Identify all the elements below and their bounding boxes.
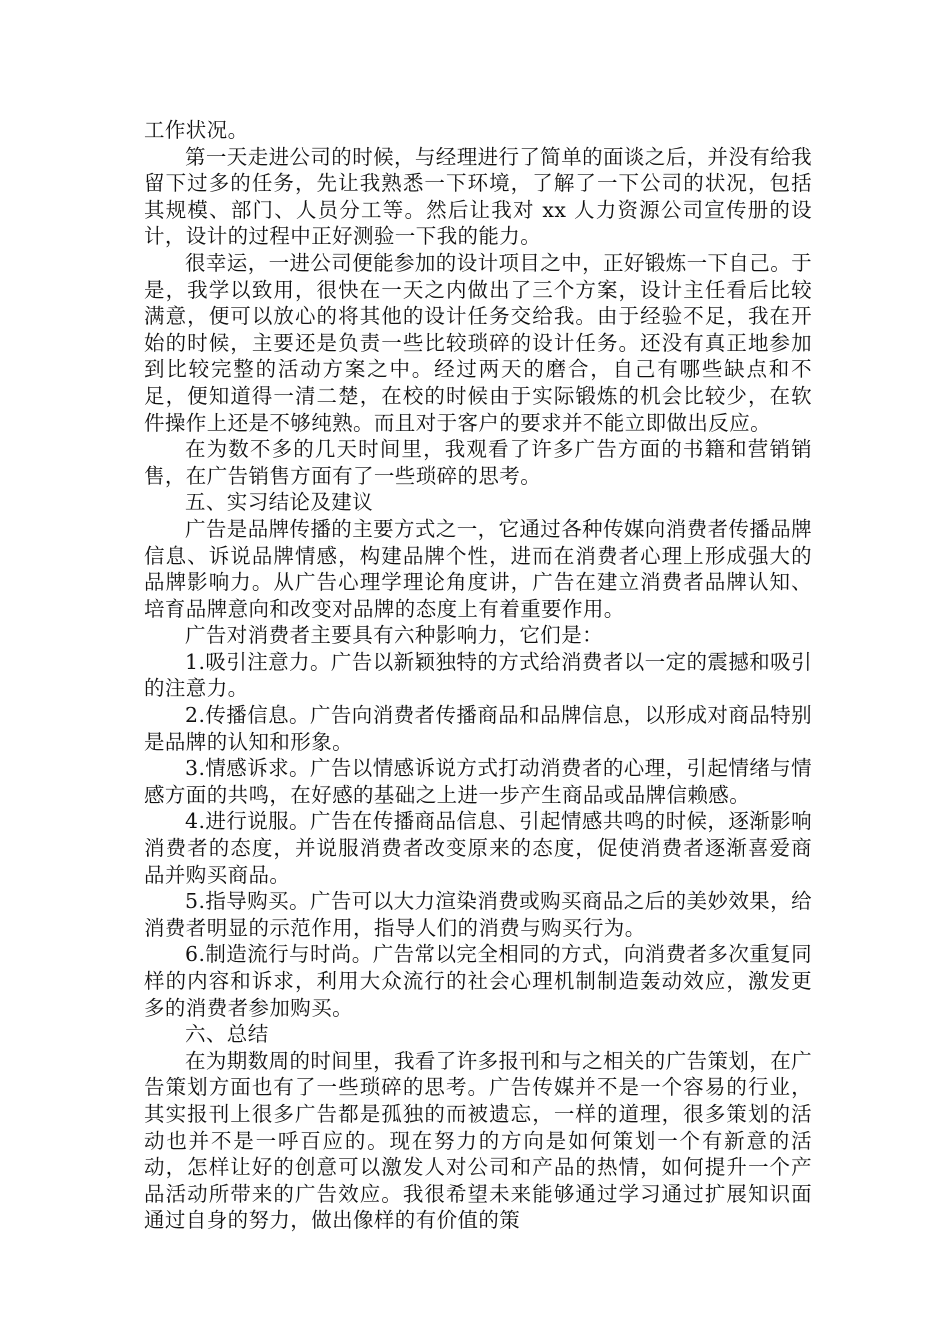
- paragraph-reading: 在为数不多的几天时间里，我观看了许多广告方面的书籍和营销销售，在广告销售方面有了一些琐碎的思考。: [144, 437, 812, 488]
- list-item-emotion: 3.情感诉求。广告以情感诉说方式打动消费者的心理，引起情绪与情感方面的共鸣，在好感的基础之上进一步产生商品或品牌信赖感。: [144, 756, 812, 807]
- paragraph-first-day: 第一天走进公司的时候，与经理进行了简单的面谈之后，并没有给我留下过多的任务，先让我熟悉一下环境，了解了一下公司的状况，包括其规模、部门、人员分工等。然后让我对 xx 人力资源公司宣传册的设计，设计的过程中正好测验一下我的能力。: [144, 144, 812, 249]
- list-item-guide-purchase: 5.指导购买。广告可以大力渲染消费或购买商品之后的美妙效果，给消费者明显的示范作用，指导人们的消费与购买行为。: [144, 889, 812, 940]
- paragraph-continuation: 工作状况。: [144, 118, 249, 142]
- section-heading-conclusions: 五、实习结论及建议: [185, 490, 374, 515]
- paragraph-summary: 在为期数周的时间里，我看了许多报刊和与之相关的广告策划，在广告策划方面也有了一些琐碎的思考。广告传媒并不是一个容易的行业，其实报刊上很多广告都是孤独的而被遗忘，一样的道理，很多策划的活动也并不是一呼百应的。现在努力的方向是如何策划一个有新意的活动，怎样让好的创意可以激发人对公司和产品的热情，如何提升一个产品活动所带来的广告效应。我很希望未来能够通过学习通过扩展知识面通过自身的努力，做出像样的有价值的策: [144, 1048, 812, 1233]
- paragraph-design-project: 很幸运，一进公司便能参加的设计项目之中，正好锻炼一下自己。于是，我学以致用，很快在一天之内做出了三个方案，设计主任看后比较满意，便可以放心的将其他的设计任务交给我。由于经验不足，我在开始的时候，主要还是负责一些比较琐碎的设计任务。还没有真正地参加到比较完整的活动方案之中。经过两天的磨合，自己有哪些缺点和不足，便知道得一清二楚，在校的时候由于实际锻炼的机会比较少，在软件操作上还是不够纯熟。而且对于客户的要求并不能立即做出反应。: [144, 250, 812, 435]
- list-item-information: 2.传播信息。广告向消费者传播商品和品牌信息，以形成对商品特别是品牌的认知和形象。: [144, 703, 812, 754]
- list-item-attention: 1.吸引注意力。广告以新颖独特的方式给消费者以一定的震撼和吸引的注意力。: [144, 649, 812, 701]
- document-body: [144, 117, 812, 1234]
- list-item-persuasion: 4.进行说服。广告在传播商品信息、引起情感共鸣的时候，逐渐影响消费者的态度，并说服消费者改变原来的态度，促使消费者逐渐喜爱商品并购买商品。: [144, 809, 812, 887]
- section-heading-summary: 六、总结: [185, 1022, 269, 1047]
- paragraph-six-influences: 广告对消费者主要具有六种影响力，它们是：: [185, 623, 603, 648]
- paragraph-ad-intro: 广告是品牌传播的主要方式之一，它通过各种传媒向消费者传播品牌信息、诉说品牌情感，构建品牌个性，进而在消费者心理上形成强大的品牌影响力。从广告心理学理论角度讲，广告在建立消费者品牌认知、培育品牌意向和改变对品牌的态度上有着重要作用。: [144, 516, 812, 621]
- list-item-fashion: 6.制造流行与时尚。广告常以完全相同的方式，向消费者多次重复同样的内容和诉求，利用大众流行的社会心理机制制造轰动效应，激发更多的消费者参加购买。: [144, 942, 812, 1020]
